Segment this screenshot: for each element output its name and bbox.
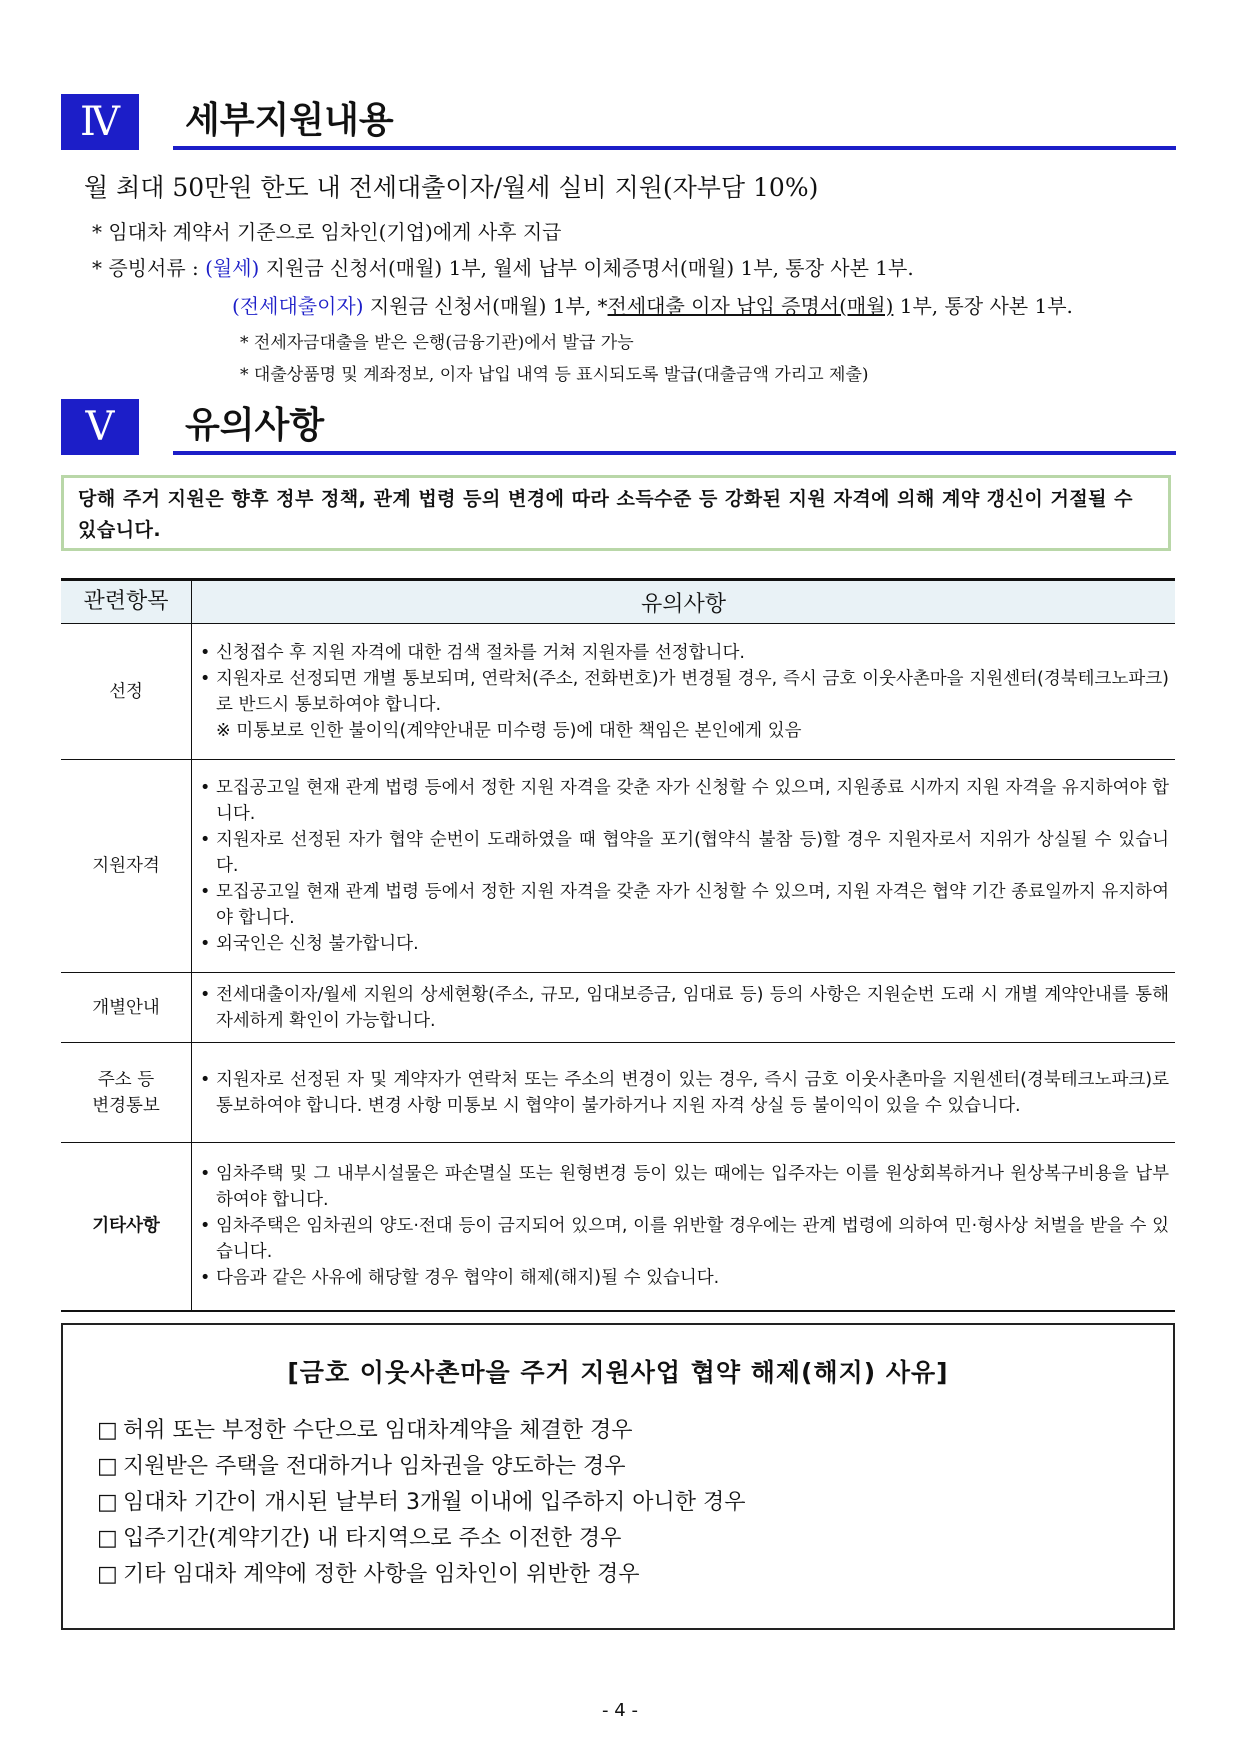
section-5-header xyxy=(61,399,1176,455)
section-4-rule xyxy=(173,146,1176,150)
page-number: - 4 - xyxy=(602,1700,638,1721)
header-category: 관련항목 xyxy=(61,580,192,624)
list-item xyxy=(97,1449,746,1485)
row-label: 선정 xyxy=(61,624,192,760)
termination-list xyxy=(97,1413,746,1593)
row-content xyxy=(192,1043,1176,1143)
list-item-text: 입주기간(계약기간) 내 타지역으로 주소 이전한 경우 xyxy=(123,1526,622,1551)
support-summary: 월 최대 50만원 한도 내 전세대출이자/월세 실비 지원(자부담 10%) xyxy=(84,173,819,202)
row-content xyxy=(192,624,1176,760)
table-row xyxy=(61,760,1175,973)
table-row xyxy=(61,973,1175,1043)
list-item xyxy=(97,1521,746,1557)
section-4-badge: Ⅳ xyxy=(61,94,139,150)
docs-sub-note-1: * 전세자금대출을 받은 은행(금융기관)에서 발급 가능 xyxy=(240,333,634,353)
section-4-header xyxy=(61,94,1176,150)
checkbox-icon: □ xyxy=(97,1490,118,1515)
row-label: 기타사항 xyxy=(61,1143,192,1311)
section-5-title: 유의사항 xyxy=(185,405,325,446)
section-4-title: 세부지원내용 xyxy=(185,100,394,141)
list-item xyxy=(97,1413,746,1449)
checkbox-icon: □ xyxy=(97,1562,118,1587)
list-item: • 지원자로 선정되면 개별 통보되며, 연락처(주소, 전화번호)가 변경될 경우, 즉시 금호 이웃사촌마을 지원센터(경북테크노파크)로 반드시 통보하여야 합니다. xyxy=(198,666,1169,718)
list-item: • 다음과 같은 사유에 해당할 경우 협약이 해제(해지)될 수 있습니다. xyxy=(198,1265,1169,1291)
termination-box xyxy=(61,1323,1175,1630)
checkbox-icon: □ xyxy=(97,1418,118,1443)
termination-title: [금호 이웃사촌마을 주거 지원사업 협약 해제(해지) 사유] xyxy=(287,1358,949,1387)
list-item: • 임차주택 및 그 내부시설물은 파손멸실 또는 원형변경 등이 있는 때에는 입주자는 이를 원상회복하거나 원상복구비용을 납부하여야 합니다. xyxy=(198,1161,1169,1213)
table-header-row xyxy=(61,580,1175,624)
row-note: ※ 미통보로 인한 불이익(계약안내문 미수령 등)에 대한 책임은 본인에게 있음 xyxy=(216,720,802,741)
list-item: • 모집공고일 현재 관계 법령 등에서 정한 지원 자격을 갖춘 자가 신청할 수 있으며, 지원 자격은 협약 기간 종료일까지 유지하여야 합니다. xyxy=(198,879,1169,931)
list-item: • 지원자로 선정된 자 및 계약자가 연락처 또는 주소의 변경이 있는 경우, 즉시 금호 이웃사촌마을 지원센터(경북테크노파크)로 통보하여야 합니다. 변경 사항 미통보 시 협약이 불가하거나 지원 자격 상실 등 불이익이 있을 수 있습니다. xyxy=(198,1067,1169,1119)
docs-jeonse-underlined: 전세대출 이자 납입 증명서(매월) xyxy=(607,294,894,318)
notes-table xyxy=(61,578,1175,1312)
docs-note-jeonse xyxy=(232,290,1073,319)
list-item-text: 지원받은 주택을 전대하거나 임차권을 양도하는 경우 xyxy=(123,1454,626,1479)
row-content xyxy=(192,1143,1176,1311)
docs-prefix: * 증빙서류 : xyxy=(92,256,206,280)
list-item: • 전세대출이자/월세 지원의 상세현황(주소, 규모, 임대보증금, 임대료 등) 등의 사항은 지원순번 도래 시 개별 계약안내를 통해 자세하게 확인이 가능합니다. xyxy=(198,982,1169,1034)
payment-note: * 임대차 계약서 기준으로 임차인(기업)에게 사후 지급 xyxy=(92,220,562,244)
list-item: • 임차주택은 임차권의 양도·전대 등이 금지되어 있으며, 이를 위반할 경우에는 관계 법령에 의하여 민·형사상 처벌을 받을 수 있습니다. xyxy=(198,1213,1169,1265)
list-item xyxy=(97,1557,746,1593)
table-row xyxy=(61,624,1175,760)
list-item: • 모집공고일 현재 관계 법령 등에서 정한 지원 자격을 갖춘 자가 신청할 수 있으며, 지원종료 시까지 지원 자격을 유지하여야 합니다. xyxy=(198,775,1169,827)
list-item: • 신청접수 후 지원 자격에 대한 검색 절차를 거쳐 지원자를 선정합니다. xyxy=(198,640,1169,666)
docs-sub-note-2: * 대출상품명 및 계좌정보, 이자 납입 내역 등 표시되도록 발급(대출금액 가리고 제출) xyxy=(240,365,869,385)
checkbox-icon: □ xyxy=(97,1526,118,1551)
docs-monthly-tag: (월세) xyxy=(205,256,260,280)
list-item-text: 허위 또는 부정한 수단으로 임대차계약을 체결한 경우 xyxy=(123,1418,633,1443)
row-label: 개별안내 xyxy=(61,973,192,1043)
list-item-text: 임대차 기간이 개시된 날부터 3개월 이내에 입주하지 아니한 경우 xyxy=(123,1490,746,1515)
warning-box: 당해 주거 지원은 향후 정부 정책, 관계 법령 등의 변경에 따라 소득수준 등 강화된 지원 자격에 의해 계약 갱신이 거절될 수 있습니다. xyxy=(61,475,1171,551)
row-label-line-1: 주소 등 xyxy=(97,1069,155,1090)
docs-note-monthly xyxy=(92,252,914,281)
docs-jeonse-tag: (전세대출이자) xyxy=(232,294,364,318)
list-item-text: 기타 임대차 계약에 정한 사항을 임차인이 위반한 경우 xyxy=(123,1562,640,1587)
checkbox-icon: □ xyxy=(97,1454,118,1479)
header-notes: 유의사항 xyxy=(192,580,1176,624)
row-content xyxy=(192,973,1176,1043)
section-5-badge: Ⅴ xyxy=(61,399,139,455)
docs-monthly-text: 지원금 신청서(매월) 1부, 월세 납부 이체증명서(매월) 1부, 통장 사본 1부. xyxy=(259,256,914,280)
row-label xyxy=(61,1043,192,1143)
list-item: • 외국인은 신청 불가합니다. xyxy=(198,931,1169,957)
row-label: 지원자격 xyxy=(61,760,192,973)
list-item: • 지원자로 선정된 자가 협약 순번이 도래하였을 때 협약을 포기(협약식 불참 등)할 경우 지원자로서 지위가 상실될 수 있습니다. xyxy=(198,827,1169,879)
table-row xyxy=(61,1143,1175,1311)
table-row xyxy=(61,1043,1175,1143)
row-label-line-2: 변경통보 xyxy=(92,1095,160,1116)
row-content xyxy=(192,760,1176,973)
section-5-rule xyxy=(173,451,1176,455)
docs-jeonse-text2: 1부, 통장 사본 1부. xyxy=(893,294,1073,318)
docs-jeonse-text1: 지원금 신청서(매월) 1부, * xyxy=(363,294,608,318)
list-item xyxy=(97,1485,746,1521)
